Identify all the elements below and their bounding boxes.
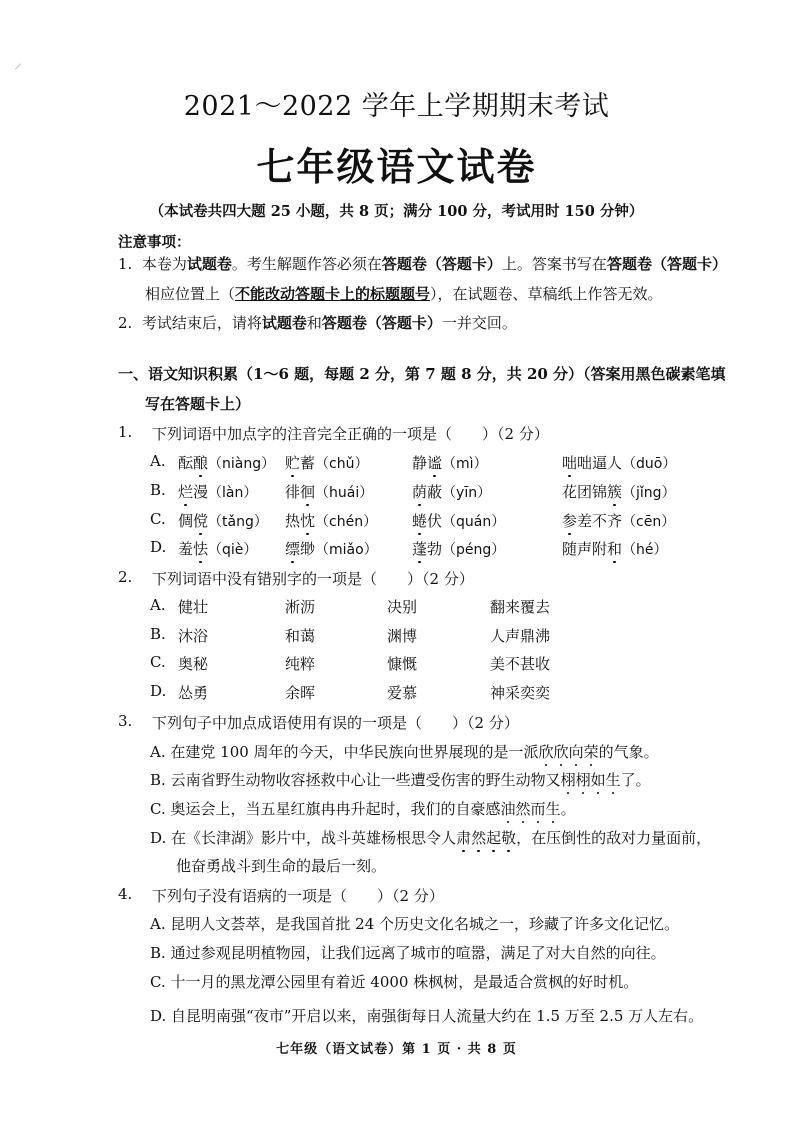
question-3-number: 3. (118, 712, 133, 730)
pinyin: （niàng） (208, 456, 276, 472)
question-2-option-word: 翻来覆去 (490, 598, 551, 616)
question-2-option-word: 和蔼 (285, 627, 316, 645)
word-text: 蔽 (427, 483, 443, 501)
word-text: 花团锦 (562, 483, 608, 501)
option-label: C. (150, 973, 166, 991)
question-2-option-word: 决别 (387, 598, 418, 616)
question-1-option-label[interactable]: C. (150, 510, 166, 528)
word-text: 酝 (178, 454, 194, 472)
question-1-option-item (178, 538, 257, 559)
pinyin: （huái） (315, 485, 374, 501)
pinyin: （tǎng） (208, 514, 268, 530)
option-label: D. (150, 1007, 167, 1025)
section-heading-cont: 写在答题卡上） (145, 395, 251, 413)
option-text: 昆明人文荟萃，是我国首批 24 个历史文化名城之一，珍藏了许多文化记忆。 (170, 915, 680, 933)
dotted-idiom: 肃然起敬 (456, 829, 517, 847)
page-footer: 七年级（语文试卷）第 1 页 · 共 8 页 (276, 1042, 517, 1057)
dotted-idiom: 欣欣向荣 (538, 743, 599, 761)
question-2-option-word: 怂勇 (178, 684, 209, 702)
question-2-option-word: 渊博 (387, 627, 418, 645)
pinyin: （mì） (442, 456, 488, 472)
question-1-option-item (412, 452, 488, 473)
question-1-option-item (178, 510, 268, 531)
option-text: 通过参观昆明植物园，让我们远离了城市的喧嚣，满足了对大自然的向往。 (170, 944, 666, 962)
word-text: 羞 (178, 540, 194, 558)
option-text: 奥运会上，当五星红旗冉冉升起时，我们的自豪感 (170, 800, 501, 818)
question-4-option-c[interactable] (150, 971, 638, 992)
notice-text: 考试结束后，请将 (141, 314, 262, 332)
pinyin: （miǎo） (315, 542, 378, 558)
question-2-option-label[interactable]: C. (150, 653, 166, 671)
dotted-char: 簇 (607, 483, 623, 501)
question-1-stem: 下列词语中加点字的注音完全正确的一项是（ ）（2 分） (152, 425, 549, 443)
option-label: A. (150, 743, 166, 761)
question-3-option-d-cont: 他奋勇战斗到生命的最后一刻。 (176, 857, 387, 875)
option-text: 。 (560, 800, 576, 818)
notice-emphasis: 答题卷（答题卡） (381, 255, 502, 273)
notice-item-2 (118, 312, 517, 333)
question-2-option-word: 美不甚收 (490, 655, 551, 673)
option-label: B. (150, 944, 166, 962)
question-2-option-word: 慷慨 (387, 655, 418, 673)
option-text: 在建党 100 周年的今天，中华民族向世界展现的是一派 (170, 743, 539, 761)
exam-info: （本试卷共四大题 25 小题，共 8 页；满分 100 分，考试用时 150 分钟） (149, 203, 644, 220)
dotted-char: 谧 (427, 454, 443, 472)
notice-text: 上。答案书写在 (501, 255, 607, 273)
question-1-option-item (562, 538, 668, 559)
dotted-char: 蓬 (412, 540, 428, 558)
question-2-option-word: 淅沥 (285, 598, 316, 616)
dotted-char: 咄 (562, 454, 578, 472)
notice-text: 相应位置上（ (145, 285, 236, 303)
section-heading: 一、语文知识积累（1～6 题，每题 2 分，第 7 题 8 分，共 20 分）（答案用黑色碳素笔填 (118, 365, 726, 383)
pinyin: （yīn） (442, 485, 492, 501)
dotted-idiom: 油然而生 (500, 800, 561, 818)
question-2-option-label[interactable]: B. (150, 625, 166, 643)
paper-title: 七年级语文试卷 (256, 144, 537, 189)
word-text: 缈 (300, 540, 316, 558)
question-4-option-d[interactable] (150, 1005, 703, 1026)
word-text: 漫 (193, 483, 209, 501)
pinyin: （cēn） (622, 514, 676, 530)
notice-item-1-cont (145, 283, 663, 304)
dotted-char: 参 (562, 512, 578, 530)
dotted-char: 蜷 (412, 512, 428, 530)
question-2-option-word: 人声鼎沸 (490, 627, 551, 645)
word-text: 倜 (178, 512, 194, 530)
question-1-option-item (562, 452, 676, 473)
option-text: ，在压倒性的敌对力量面前， (516, 829, 712, 847)
option-text: 自昆明南强“夜市”开启以来，南强街每日人流量大约在 1.5 万至 2.5 万人左右。 (171, 1007, 704, 1025)
question-3-option-a[interactable] (150, 741, 659, 762)
question-3-stem: 下列句子中加点成语使用有误的一项是（ ）（2 分） (152, 714, 519, 732)
notice-emphasis: 试题卷 (186, 255, 232, 273)
notice-underlined: 不能改动答题卡上的标题题号 (235, 285, 431, 303)
question-1-option-item (285, 481, 373, 502)
word-text: 咄逼人 (577, 454, 623, 472)
question-1-option-label[interactable]: B. (150, 481, 166, 499)
pinyin: （péng） (442, 542, 506, 558)
notice-emphasis: 答题卷（答题卡） (321, 314, 442, 332)
dotted-char: 怯 (193, 540, 209, 558)
option-text: 的气象。 (598, 743, 659, 761)
option-text: 十一月的黑龙潭公园里有着近 4000 株枫树，是最适合赏枫的好时机。 (170, 973, 639, 991)
notice-number: 2. (118, 314, 133, 332)
notice-emphasis: 答题卷（答题卡） (606, 255, 727, 273)
question-4-number: 4. (118, 885, 133, 903)
notice-text: 一并交回。 (441, 314, 517, 332)
notice-emphasis: 试题卷 (261, 314, 307, 332)
option-label: B. (150, 771, 166, 789)
question-2-option-word: 健壮 (178, 598, 209, 616)
dotted-idiom: 栩栩如生 (560, 771, 621, 789)
option-label: D. (150, 829, 167, 847)
dotted-char: 缥 (285, 540, 301, 558)
question-2-number: 2. (118, 568, 133, 586)
notice-text: ），在试题卷、草稿纸上作答无效。 (430, 285, 663, 303)
question-1-number: 1. (118, 423, 133, 441)
notice-text: 本卷为 (141, 255, 187, 273)
word-text: 静 (412, 454, 428, 472)
option-text: 在《长津湖》影片中，战斗英雄杨根思令人 (171, 829, 457, 847)
question-1-option-label[interactable]: D. (150, 538, 167, 556)
question-2-option-label[interactable]: A. (150, 596, 166, 614)
question-1-option-item (178, 481, 257, 502)
notice-text: 。考生解题作答必须在 (231, 255, 382, 273)
question-3-option-b[interactable] (150, 769, 651, 790)
dotted-char: 贮 (285, 454, 301, 472)
dotted-char: 傥 (193, 512, 209, 530)
word-text: 伏 (427, 512, 443, 530)
dotted-char: 荫 (412, 483, 428, 501)
question-2-option-word: 爱慕 (387, 684, 418, 702)
question-1-option-item (412, 538, 505, 559)
question-2-option-word: 奥秘 (178, 655, 209, 673)
pinyin: （làn） (208, 485, 258, 501)
pinyin: （duō） (622, 456, 677, 472)
word-text: 徘 (285, 483, 301, 501)
exam-title: 2021～2022 学年上学期期末考试 (183, 91, 610, 122)
option-text: 了。 (620, 771, 651, 789)
notice-heading: 注意事项： (118, 234, 191, 251)
word-text: 随声附 (562, 540, 608, 558)
question-1-option-item (562, 510, 675, 531)
question-3-option-c[interactable] (150, 798, 576, 819)
pinyin: （quán） (442, 514, 506, 530)
question-1-option-item (285, 452, 368, 473)
pinyin: （chǔ） (315, 456, 369, 472)
dotted-char: 烂 (178, 483, 194, 501)
dotted-char: 酿 (193, 454, 209, 472)
question-1-option-item (285, 538, 378, 559)
notice-item-1 (118, 253, 727, 274)
question-1-option-label[interactable]: A. (150, 452, 166, 470)
question-2-option-word: 余晖 (285, 684, 316, 702)
question-2-option-label[interactable]: D. (150, 682, 167, 700)
word-text: 勃 (427, 540, 443, 558)
question-1-option-item (562, 481, 676, 502)
question-4-option-a[interactable] (150, 913, 679, 934)
question-3-option-d[interactable] (150, 827, 711, 848)
word-text: 蓄 (300, 454, 316, 472)
notice-number: 1. (118, 255, 133, 273)
option-text: 云南省野生动物收容拯救中心让一些遭受伤害的野生动物又 (170, 771, 561, 789)
dotted-char: 徊 (300, 483, 316, 501)
question-4-stem: 下列句子没有语病的一项是（ ）（2 分） (152, 887, 444, 905)
question-2-option-word: 神采奕奕 (490, 684, 551, 702)
question-2-option-word: 纯粹 (285, 655, 316, 673)
pinyin: （qiè） (208, 542, 258, 558)
notice-text: 和 (306, 314, 322, 332)
word-text: 热 (285, 512, 301, 530)
scan-artifact (15, 63, 21, 69)
pinyin: （hé） (622, 542, 668, 558)
question-1-option-item (412, 481, 491, 502)
question-1-option-item (178, 452, 275, 473)
dotted-char: 忱 (300, 512, 316, 530)
question-4-option-b[interactable] (150, 942, 666, 963)
question-1-option-item (412, 510, 505, 531)
pinyin: （jǐng） (622, 485, 676, 501)
question-2-option-word: 沐浴 (178, 627, 209, 645)
word-text: 差不齐 (577, 512, 623, 530)
question-2-stem: 下列词语中没有错别字的一项是（ ）（2 分） (152, 570, 474, 588)
dotted-char: 和 (607, 540, 623, 558)
question-1-option-item (285, 510, 377, 531)
option-label: A. (150, 915, 166, 933)
pinyin: （chén） (315, 514, 378, 530)
option-label: C. (150, 800, 166, 818)
